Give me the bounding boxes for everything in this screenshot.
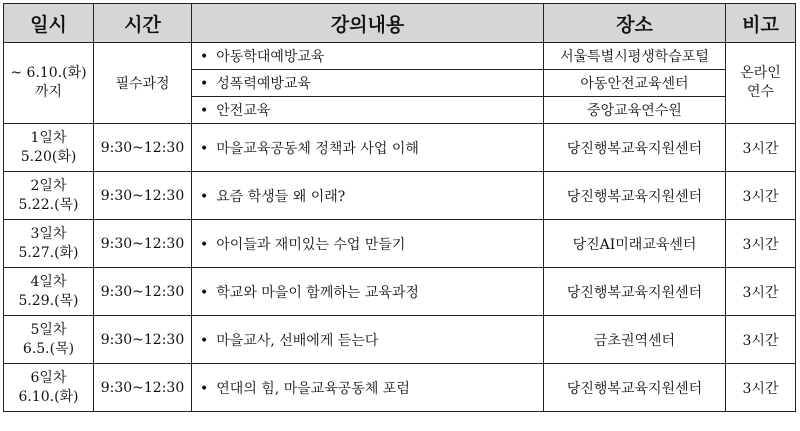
header-content: 강의내용 (192, 4, 544, 43)
session-place: 당진행복교육지원센터 (544, 364, 726, 412)
session-time: 9:30~12:30 (94, 124, 192, 172)
online-content: 아동학대예방교육 (216, 49, 325, 65)
session-date-cell (4, 124, 94, 172)
schedule-table (3, 3, 796, 412)
online-content-cell (192, 97, 544, 124)
session-content: 마을교사, 선배에게 듣는다 (216, 332, 379, 349)
bullet: • (200, 49, 209, 65)
session-date-cell (4, 220, 94, 268)
session-row (4, 172, 796, 220)
session-date-cell (4, 316, 94, 364)
header-date: 일시 (4, 4, 94, 43)
header-time: 시간 (94, 4, 192, 43)
session-date: 6.10.(화) (18, 388, 79, 405)
bullet: • (200, 76, 209, 92)
bullet: • (200, 188, 209, 205)
session-date: 5.29.(목) (18, 292, 79, 309)
session-row (4, 220, 796, 268)
session-content-cell (192, 172, 544, 220)
session-place: 당진AI미래교육센터 (544, 220, 726, 268)
online-date-line2: 까지 (34, 84, 63, 100)
session-note: 3시간 (726, 124, 796, 172)
session-date: 5.27.(화) (18, 244, 79, 261)
bullet: • (200, 103, 209, 119)
session-note: 3시간 (726, 220, 796, 268)
session-row (4, 268, 796, 316)
online-place-cell: 아동안전교육센터 (544, 70, 726, 97)
online-note-line1: 온라인 (740, 65, 781, 81)
online-row-1 (4, 43, 796, 70)
session-time: 9:30~12:30 (94, 268, 192, 316)
session-time: 9:30~12:30 (94, 316, 192, 364)
session-note: 3시간 (726, 268, 796, 316)
bullet: • (200, 284, 209, 301)
session-place: 당진행복교육지원센터 (544, 268, 726, 316)
session-day: 1일차 (30, 129, 67, 146)
session-date-cell (4, 172, 94, 220)
session-content-cell (192, 268, 544, 316)
session-date-cell (4, 268, 94, 316)
session-content-cell (192, 124, 544, 172)
session-day: 3일차 (30, 225, 67, 242)
session-day: 5일차 (30, 321, 67, 338)
session-time: 9:30~12:30 (94, 172, 192, 220)
session-day: 6일차 (30, 369, 67, 386)
online-note-line2: 연수 (746, 84, 775, 100)
session-row (4, 364, 796, 412)
session-content: 마을교육공동체 정책과 사업 이해 (216, 140, 419, 157)
session-content: 연대의 힘, 마을교육공동체 포럼 (216, 380, 410, 397)
session-row (4, 124, 796, 172)
header-note: 비고 (726, 4, 796, 43)
online-date-line1: ~ 6.10.(화) (10, 65, 87, 81)
session-time: 9:30~12:30 (94, 220, 192, 268)
session-date: 5.22.(목) (18, 196, 79, 213)
session-content-cell (192, 316, 544, 364)
online-place-cell: 중앙교육연수원 (544, 97, 726, 124)
bullet: • (200, 380, 209, 397)
session-note: 3시간 (726, 172, 796, 220)
session-place: 당진행복교육지원센터 (544, 124, 726, 172)
session-content-cell (192, 364, 544, 412)
session-date: 6.5.(목) (22, 340, 75, 357)
session-content-cell (192, 220, 544, 268)
session-note: 3시간 (726, 316, 796, 364)
bullet: • (200, 332, 209, 349)
session-day: 2일차 (30, 177, 67, 194)
session-content: 아이들과 재미있는 수업 만들기 (216, 236, 406, 253)
online-place-cell: 서울특별시평생학습포털 (544, 43, 726, 70)
session-content: 학교와 마을이 함께하는 교육과정 (216, 284, 419, 301)
online-content-cell (192, 43, 544, 70)
online-content: 성폭력예방교육 (216, 76, 311, 92)
online-content-cell (192, 70, 544, 97)
online-content: 안전교육 (216, 103, 271, 119)
online-date-cell (4, 43, 94, 124)
session-content: 요즘 학생들 왜 이래? (216, 188, 346, 205)
bullet: • (200, 140, 209, 157)
session-note: 3시간 (726, 364, 796, 412)
session-day: 4일차 (30, 273, 67, 290)
header-row (4, 4, 796, 43)
online-note-cell (726, 43, 796, 124)
session-date-cell (4, 364, 94, 412)
header-place: 장소 (544, 4, 726, 43)
session-place: 금초권역센터 (544, 316, 726, 364)
online-time-cell: 필수과정 (94, 43, 192, 124)
session-date: 5.20(화) (20, 148, 77, 165)
session-row (4, 316, 796, 364)
session-time: 9:30~12:30 (94, 364, 192, 412)
bullet: • (200, 236, 209, 253)
session-place: 당진행복교육지원센터 (544, 172, 726, 220)
